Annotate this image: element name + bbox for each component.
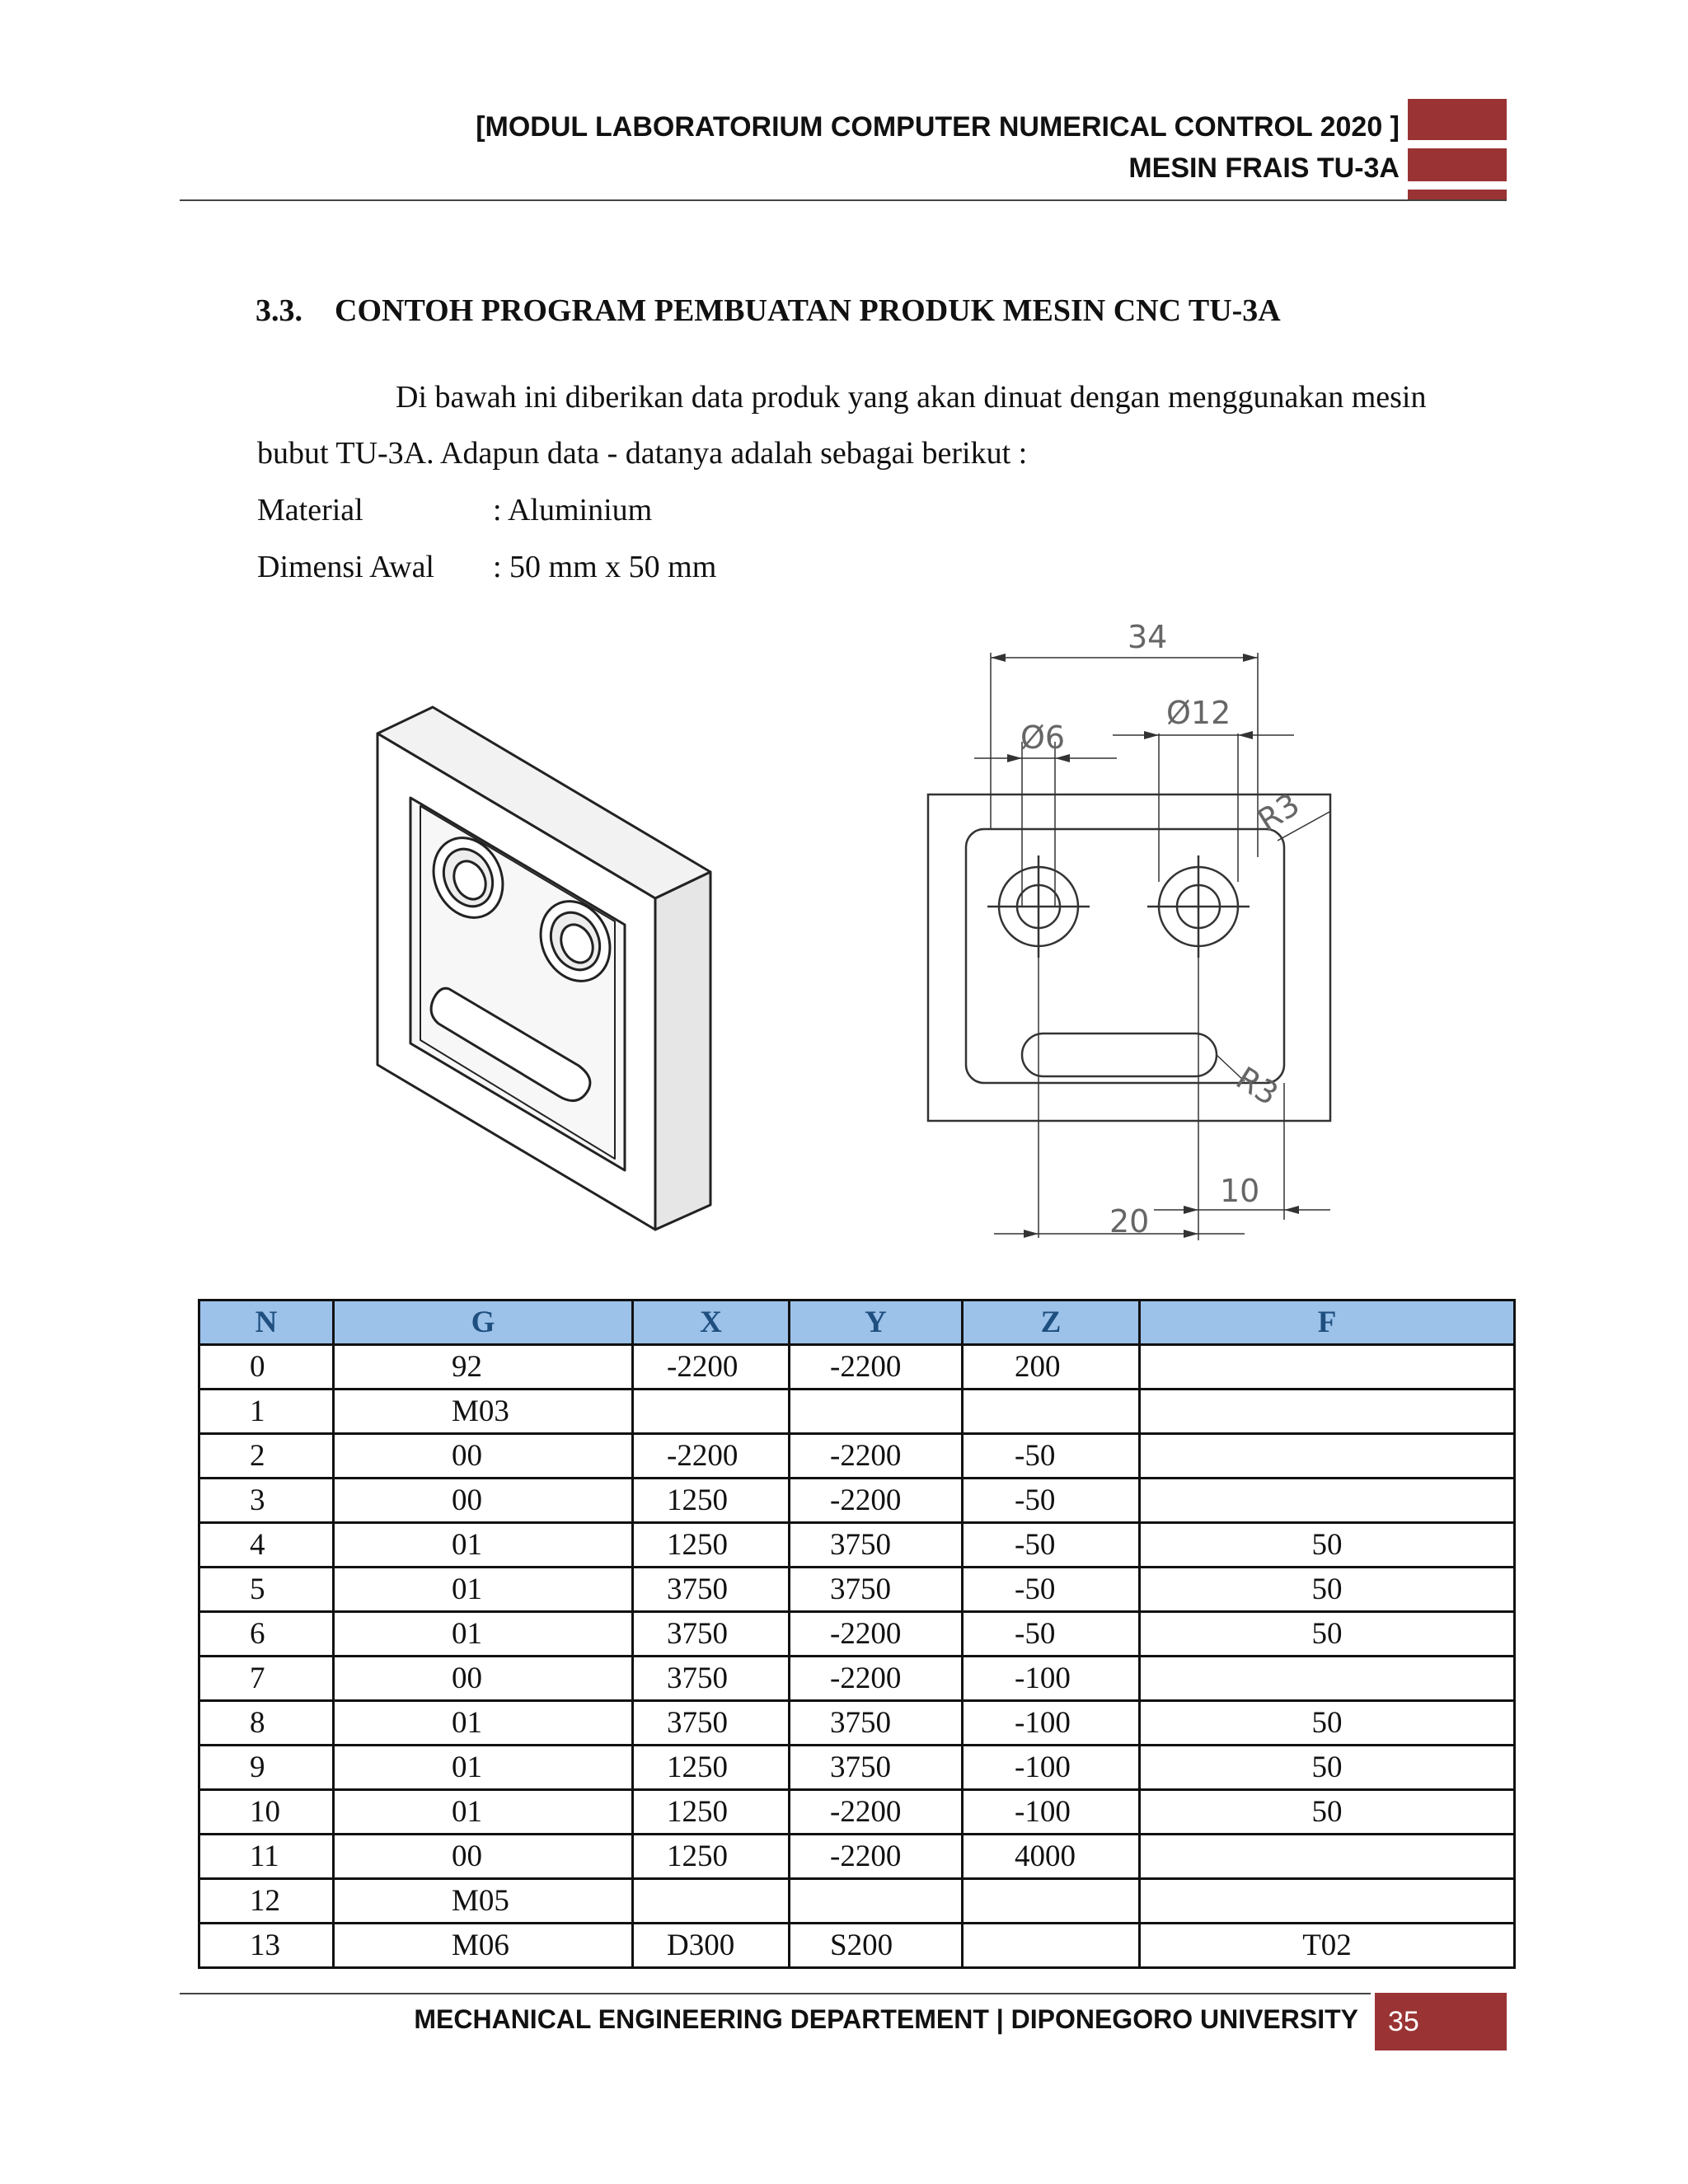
cnc-program-table xyxy=(198,1299,1516,1969)
cell-y: -2200 xyxy=(790,1345,963,1390)
cell-f xyxy=(1140,1835,1515,1879)
cell-n: 4 xyxy=(199,1523,334,1568)
dim-r3-corner-label: R3 xyxy=(1251,785,1306,839)
cell-z xyxy=(963,1879,1140,1924)
cell-x: -2200 xyxy=(633,1434,790,1479)
cell-n: 2 xyxy=(199,1434,334,1479)
table-row xyxy=(199,1746,1515,1790)
intro-line-2: bubut TU-3A. Adapun data - datanya adalah sebagai berikut : xyxy=(257,436,1028,471)
cell-n: 3 xyxy=(199,1479,334,1523)
cell-f xyxy=(1140,1479,1515,1523)
section-title: CONTOH PROGRAM PEMBUATAN PRODUK MESIN CNC TU-3A xyxy=(335,293,1281,328)
header-accent-bar-middle xyxy=(1408,148,1507,181)
cell-g: 00 xyxy=(334,1479,633,1523)
cell-n: 6 xyxy=(199,1612,334,1657)
cell-x: 3750 xyxy=(633,1701,790,1746)
table-row xyxy=(199,1345,1515,1390)
cell-x: 1250 xyxy=(633,1835,790,1879)
cell-z: -50 xyxy=(963,1612,1140,1657)
table-row xyxy=(199,1879,1515,1924)
cell-y: -2200 xyxy=(790,1657,963,1701)
column-header-g: G xyxy=(334,1301,633,1345)
cell-y: -2200 xyxy=(790,1479,963,1523)
dim-34-label: 34 xyxy=(1128,619,1168,655)
running-header-subtitle: MESIN FRAIS TU-3A xyxy=(1128,152,1400,184)
cell-x: 3750 xyxy=(633,1657,790,1701)
cell-x: 1250 xyxy=(633,1790,790,1835)
spec-dimension-label: Dimensi Awal xyxy=(257,550,434,584)
cell-f: 50 xyxy=(1140,1612,1515,1657)
table-header-row xyxy=(199,1301,1515,1345)
cell-g: 92 xyxy=(334,1345,633,1390)
cell-z: -50 xyxy=(963,1434,1140,1479)
cell-g: 01 xyxy=(334,1523,633,1568)
cell-n: 5 xyxy=(199,1568,334,1612)
cell-z: -100 xyxy=(963,1790,1140,1835)
spec-material-value: : Aluminium xyxy=(493,493,653,527)
dim-d6-label: Ø6 xyxy=(1020,719,1066,756)
cell-f xyxy=(1140,1390,1515,1434)
cell-x: 3750 xyxy=(633,1568,790,1612)
spec-dimension-value: : 50 mm x 50 mm xyxy=(493,550,717,584)
cell-x xyxy=(633,1879,790,1924)
cell-g: 01 xyxy=(334,1568,633,1612)
cell-y: -2200 xyxy=(790,1434,963,1479)
cell-x: 1250 xyxy=(633,1523,790,1568)
cell-n: 10 xyxy=(199,1790,334,1835)
table-row xyxy=(199,1924,1515,1968)
dim-d12-label: Ø12 xyxy=(1166,695,1231,731)
footer-text: MECHANICAL ENGINEERING DEPARTEMENT | DIPONEGORO UNIVERSITY xyxy=(414,2004,1358,2034)
cell-g: M05 xyxy=(334,1879,633,1924)
cell-f xyxy=(1140,1879,1515,1924)
cell-y: -2200 xyxy=(790,1835,963,1879)
isometric-view-drawing xyxy=(363,701,725,1236)
cell-g: M03 xyxy=(334,1390,633,1434)
cell-y: S200 xyxy=(790,1924,963,1968)
front-view-drawing xyxy=(915,610,1343,1253)
cell-z: -100 xyxy=(963,1746,1140,1790)
cell-n: 9 xyxy=(199,1746,334,1790)
table-row xyxy=(199,1523,1515,1568)
cell-y: 3750 xyxy=(790,1746,963,1790)
cell-x: 1250 xyxy=(633,1479,790,1523)
dim-20-label: 20 xyxy=(1109,1203,1150,1240)
header-accent-bar-top xyxy=(1408,99,1507,140)
column-header-x: X xyxy=(633,1301,790,1345)
cell-g: 01 xyxy=(334,1746,633,1790)
section-number: 3.3. xyxy=(256,293,302,328)
cell-g: 00 xyxy=(334,1835,633,1879)
column-header-z: Z xyxy=(963,1301,1140,1345)
cell-g: M06 xyxy=(334,1924,633,1968)
cell-y xyxy=(790,1390,963,1434)
header-accent-bar-bottom xyxy=(1408,190,1507,199)
column-header-f: F xyxy=(1140,1301,1515,1345)
cell-f: 50 xyxy=(1140,1790,1515,1835)
cell-n: 13 xyxy=(199,1924,334,1968)
cell-g: 00 xyxy=(334,1657,633,1701)
table-row xyxy=(199,1612,1515,1657)
spec-material-label: Material xyxy=(257,493,363,527)
cell-g: 01 xyxy=(334,1612,633,1657)
cell-z: -100 xyxy=(963,1657,1140,1701)
cell-z: 200 xyxy=(963,1345,1140,1390)
cell-z: -50 xyxy=(963,1523,1140,1568)
cell-f: 50 xyxy=(1140,1701,1515,1746)
table-body xyxy=(199,1345,1515,1968)
cell-g: 00 xyxy=(334,1434,633,1479)
cell-y: -2200 xyxy=(790,1612,963,1657)
cell-z: -100 xyxy=(963,1701,1140,1746)
footer-rule xyxy=(180,1993,1371,1994)
cell-z: 4000 xyxy=(963,1835,1140,1879)
column-header-y: Y xyxy=(790,1301,963,1345)
cell-x xyxy=(633,1390,790,1434)
cell-y: 3750 xyxy=(790,1523,963,1568)
table-row xyxy=(199,1479,1515,1523)
cell-y: 3750 xyxy=(790,1701,963,1746)
table-row xyxy=(199,1568,1515,1612)
cell-f xyxy=(1140,1345,1515,1390)
running-header-title: [MODUL LABORATORIUM COMPUTER NUMERICAL CONTROL 2020 ] xyxy=(476,111,1400,143)
cell-x: -2200 xyxy=(633,1345,790,1390)
cell-g: 01 xyxy=(334,1790,633,1835)
cell-y xyxy=(790,1879,963,1924)
cell-f xyxy=(1140,1657,1515,1701)
cell-z: -50 xyxy=(963,1568,1140,1612)
cell-x: 1250 xyxy=(633,1746,790,1790)
cell-f: T02 xyxy=(1140,1924,1515,1968)
section-heading xyxy=(256,293,1281,329)
table-row xyxy=(199,1835,1515,1879)
dim-10-label: 10 xyxy=(1220,1173,1260,1209)
table-row xyxy=(199,1390,1515,1434)
cell-n: 7 xyxy=(199,1657,334,1701)
cell-g: 01 xyxy=(334,1701,633,1746)
cell-z xyxy=(963,1390,1140,1434)
dim-r3-slot-label: R3 xyxy=(1230,1059,1285,1113)
column-header-n: N xyxy=(199,1301,334,1345)
table-row xyxy=(199,1434,1515,1479)
header-rule xyxy=(180,199,1507,201)
table-row xyxy=(199,1657,1515,1701)
cell-f: 50 xyxy=(1140,1568,1515,1612)
cell-y: 3750 xyxy=(790,1568,963,1612)
cell-x: 3750 xyxy=(633,1612,790,1657)
page-number: 35 xyxy=(1375,1993,1507,2050)
cell-z: -50 xyxy=(963,1479,1140,1523)
cell-n: 11 xyxy=(199,1835,334,1879)
cell-n: 8 xyxy=(199,1701,334,1746)
table-row xyxy=(199,1790,1515,1835)
intro-line-1: Di bawah ini diberikan data produk yang akan dinuat dengan menggunakan mesin xyxy=(396,380,1427,415)
cell-n: 0 xyxy=(199,1345,334,1390)
cell-n: 12 xyxy=(199,1879,334,1924)
cell-f: 50 xyxy=(1140,1523,1515,1568)
cell-f: 50 xyxy=(1140,1746,1515,1790)
cell-n: 1 xyxy=(199,1390,334,1434)
table-row xyxy=(199,1701,1515,1746)
cell-x: D300 xyxy=(633,1924,790,1968)
cell-z xyxy=(963,1924,1140,1968)
cell-y: -2200 xyxy=(790,1790,963,1835)
cell-f xyxy=(1140,1434,1515,1479)
